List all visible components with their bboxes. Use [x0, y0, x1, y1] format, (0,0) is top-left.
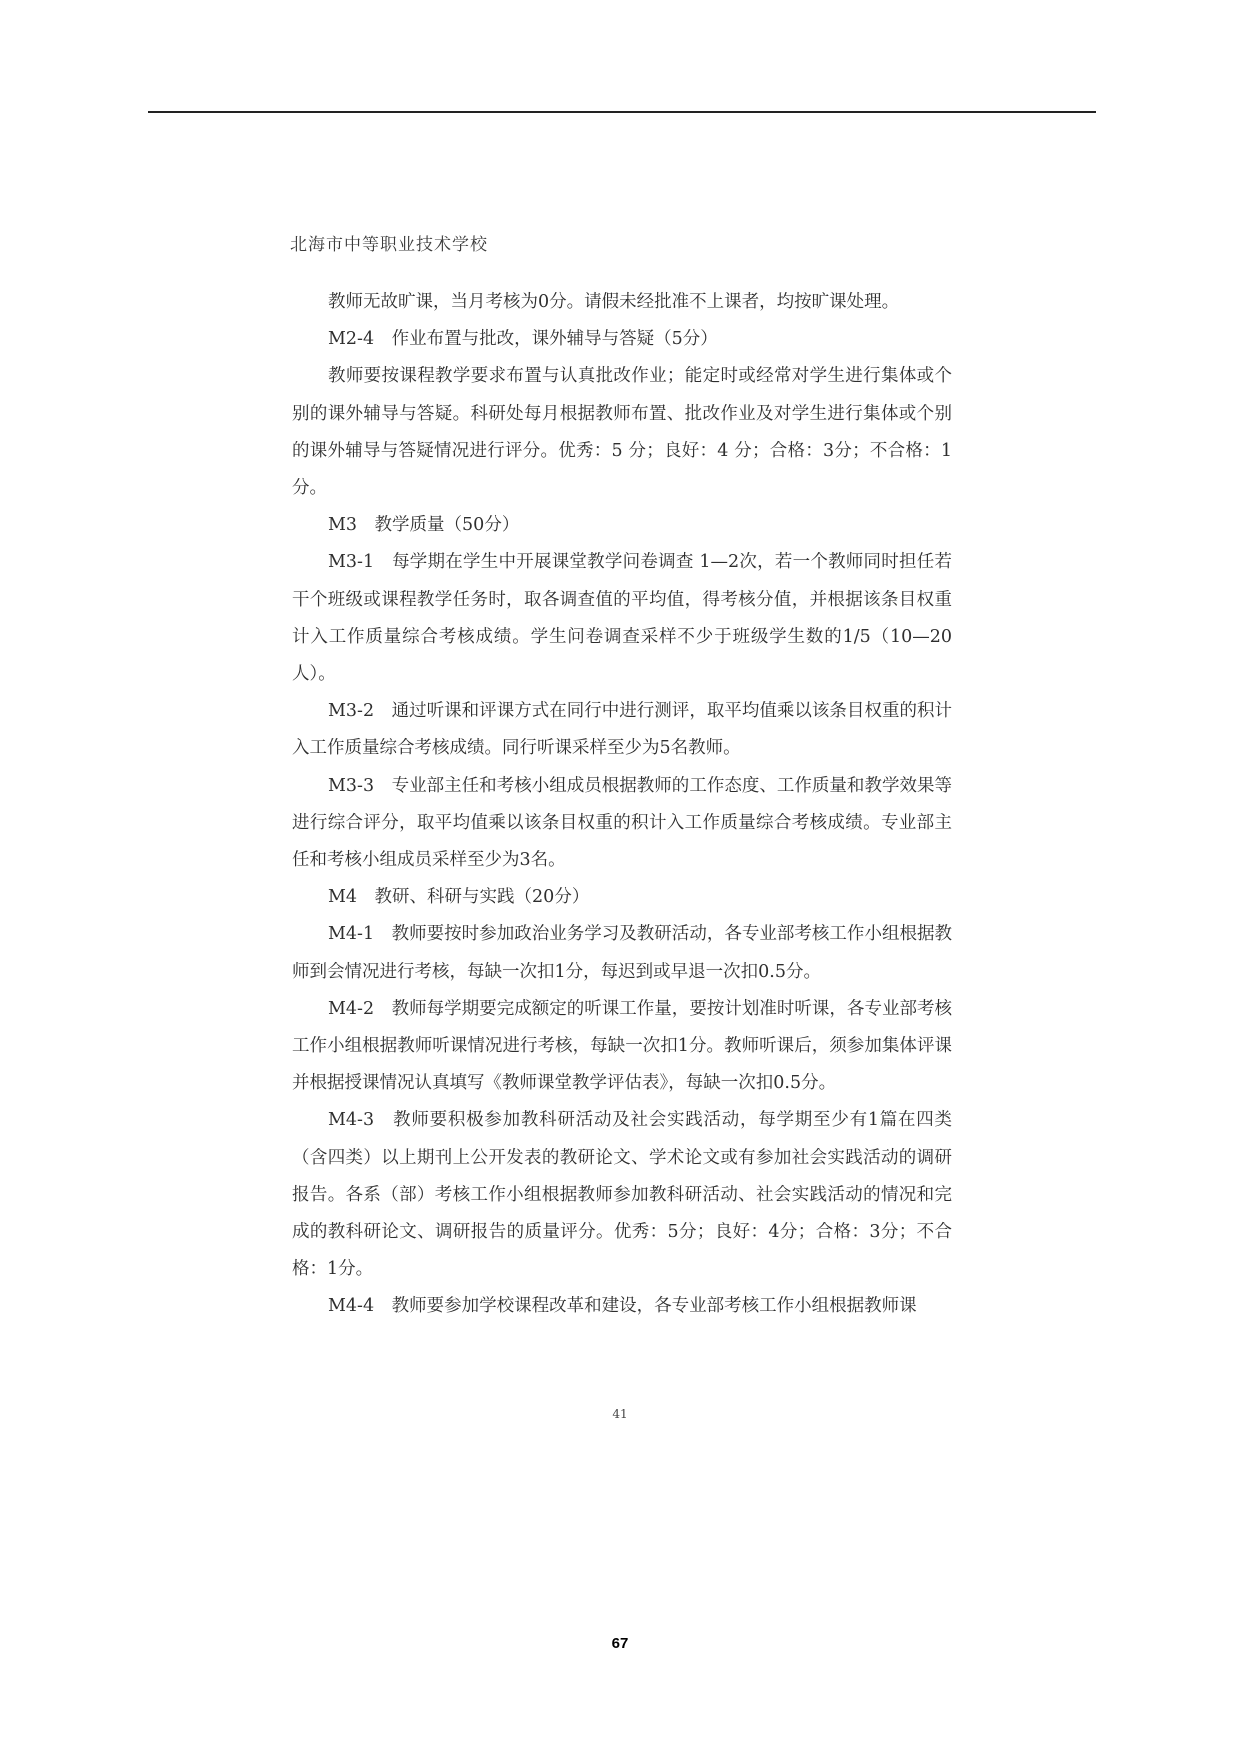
page-number: 67	[611, 1635, 629, 1652]
header-rule	[148, 111, 1096, 113]
paragraph: M4-3 教师要积极参加教科研活动及社会实践活动，每学期至少有1篇在四类（含四类）以上期刊上公开发表的教研论文、学术论文或有参加社会实践活动的调研报告。各系（部）考核工作小组根据教师参加教科研活动、社会实践活动的情况和完成的教科研论文、调研报告的质量评分。优秀：5分；良好：4分；合格：3分；不合格：1分。	[292, 1110, 952, 1280]
paragraph: 教师无故旷课，当月考核为0分。请假未经批准不上课者，均按旷课处理。	[328, 292, 900, 312]
document-body	[292, 284, 952, 1326]
paragraph: M4-2 教师每学期要完成额定的听课工作量，要按计划准时听课，各专业部考核工作小组根据教师听课情况进行考核，每缺一次扣1分。教师听课后，须参加集体评课并根据授课情况认真填写《教师课堂教学评估表》，每缺一次扣0.5分。	[292, 998, 952, 1094]
section-heading: M2-4 作业布置与批改，课外辅导与答疑（5分）	[328, 329, 718, 350]
paragraph: M4-4 教师要参加学校课程改革和建设，各专业部考核工作小组根据教师课	[328, 1296, 917, 1317]
paragraph: M3-1 每学期在学生中开展课堂教学问卷调查 1—2次，若一个教师同时担任若干个班级或课程教学任务时，取各调查值的平均值，得考核分值，并根据该条目权重计入工作质量综合考核成绩。学生问卷调查采样不少于班级学生数的1/5（10—20人）。	[292, 552, 952, 685]
paragraph: M4-1 教师要按时参加政治业务学习及教研活动，各专业部考核工作小组根据教师到会情况进行考核，每缺一次扣1分，每迟到或早退一次扣0.5分。	[292, 924, 952, 982]
paragraph: 教师要按课程教学要求布置与认真批改作业；能定时或经常对学生进行集体或个别的课外辅导与答疑。科研处每月根据教师布置、批改作业及对学生进行集体或个别的课外辅导与答疑情况进行评分。优秀：5 分；良好：4 分；合格：3分；不合格：1分。	[292, 366, 952, 499]
section-heading: M3 教学质量（50分）	[328, 515, 520, 536]
paragraph: M3-2 通过听课和评课方式在同行中进行测评，取平均值乘以该条目权重的积计入工作质量综合考核成绩。同行听课采样至少为5名教师。	[292, 701, 952, 759]
section-heading: M4 教研、科研与实践（20分）	[328, 887, 590, 908]
paragraph: M3-3 专业部主任和考核小组成员根据教师的工作态度、工作质量和教学效果等进行综合评分，取平均值乘以该条目权重的积计入工作质量综合考核成绩。专业部主任和考核小组成员采样至少为3名。	[292, 775, 952, 871]
inner-page-number: 41	[612, 1407, 628, 1421]
school-header: 北海市中等职业技术学校	[290, 235, 488, 255]
